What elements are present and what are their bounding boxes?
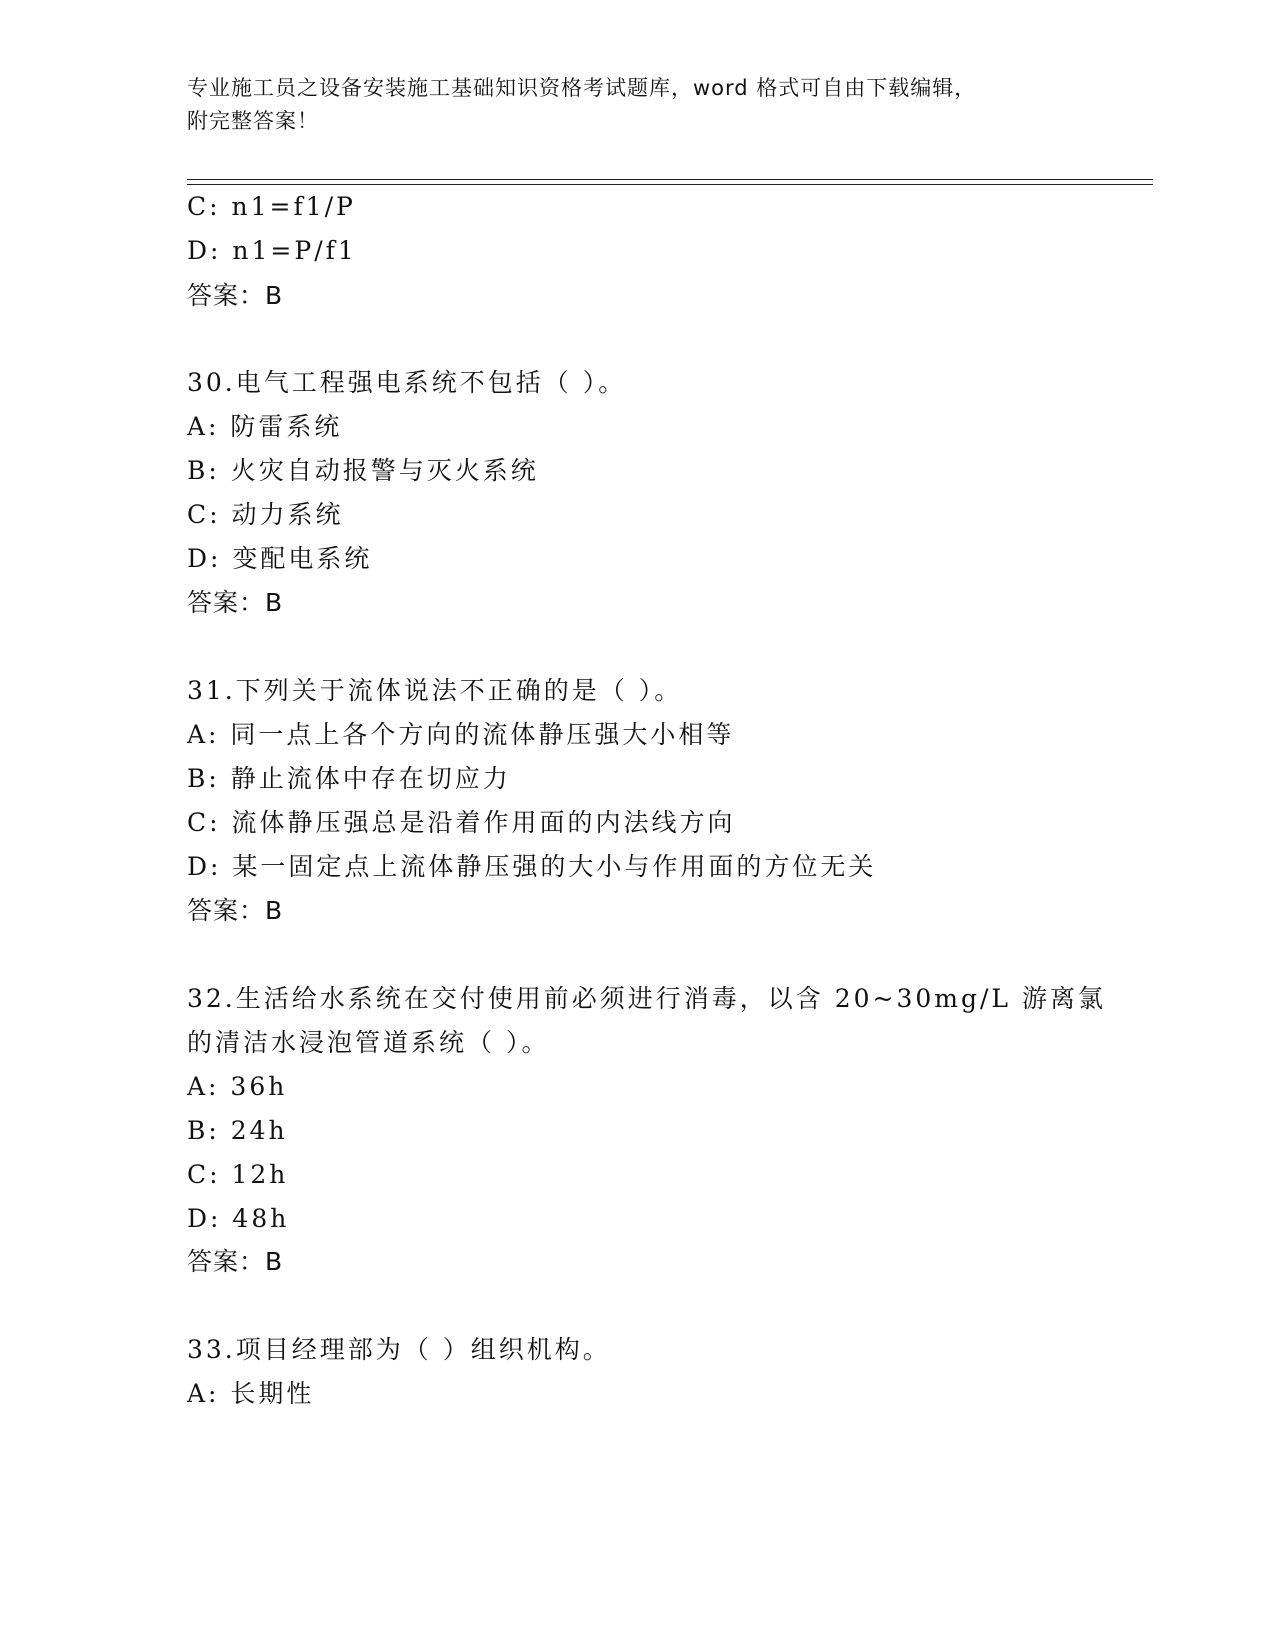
question-30-option-c: C: 动力系统 <box>187 500 344 529</box>
header-line-1: 专业施工员之设备安装施工基础知识资格考试题库，word 格式可自由下载编辑， <box>187 76 977 100</box>
question-32-option-d: D: 48h <box>187 1204 290 1233</box>
option-d: D: n1=P/f1 <box>187 236 357 265</box>
header-divider-bottom <box>187 184 1153 185</box>
question-32-option-a: A: 36h <box>187 1072 288 1101</box>
question-31-option-a: A: 同一点上各个方向的流体静压强大小相等 <box>187 720 735 749</box>
question-31-option-b: B: 静止流体中存在切应力 <box>187 764 511 793</box>
answer: 答案：B <box>187 281 284 310</box>
question-32-stem-line-2: 的清洁水浸泡管道系统（ ）。 <box>187 1028 550 1057</box>
question-33-stem: 33.项目经理部为（ ）组织机构。 <box>187 1335 611 1364</box>
question-33-option-a: A: 长期性 <box>187 1379 315 1408</box>
question-31-option-d: D: 某一固定点上流体静压强的大小与作用面的方位无关 <box>187 852 877 881</box>
question-31-answer: 答案：B <box>187 896 284 925</box>
document-header <box>187 72 1087 138</box>
option-c: C: n1=f1/P <box>187 192 356 221</box>
header-divider-top <box>187 179 1153 180</box>
question-32-answer: 答案：B <box>187 1247 284 1276</box>
question-30-option-a: A: 防雷系统 <box>187 412 343 441</box>
question-31-stem: 31.下列关于流体说法不正确的是（ ）。 <box>187 676 683 705</box>
header-line-2: 附完整答案！ <box>187 109 319 133</box>
question-32-stem-line-1: 32.生活给水系统在交付使用前必须进行消毒，以含 20~30mg/L 游离氯 <box>187 984 1106 1013</box>
question-30-option-b: B: 火灾自动报警与灭火系统 <box>187 456 539 485</box>
question-32-option-c: C: 12h <box>187 1160 289 1189</box>
question-30-stem: 30.电气工程强电系统不包括（ ）。 <box>187 368 627 397</box>
question-30-answer: 答案：B <box>187 588 284 617</box>
question-30-option-d: D: 变配电系统 <box>187 544 373 573</box>
question-32-option-b: B: 24h <box>187 1116 288 1145</box>
question-31-option-c: C: 流体静压强总是沿着作用面的内法线方向 <box>187 808 736 837</box>
